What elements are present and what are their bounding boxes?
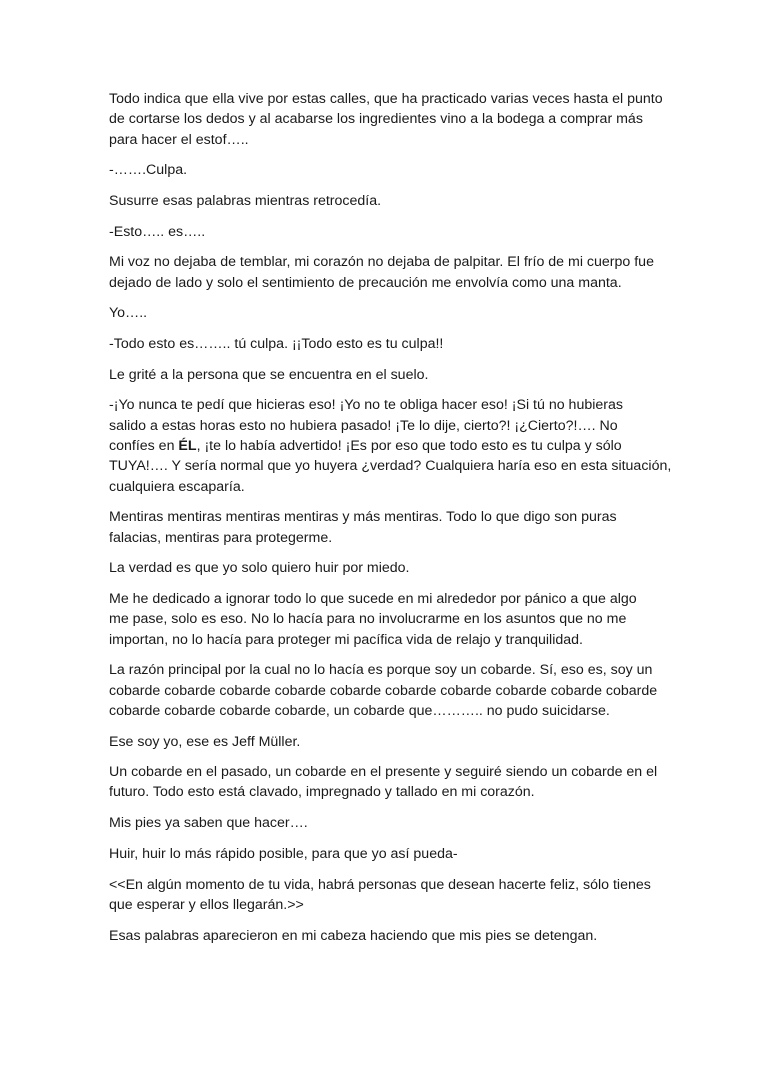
paragraph-line: Ese soy yo, ese es Jeff Müller. <box>109 733 301 750</box>
paragraph <box>109 89 663 150</box>
paragraph-line: La verdad es que yo solo quiero huir por miedo. <box>109 560 410 577</box>
paragraph-line: dejado de lado y solo el sentimiento de precaución me envolvía como una manta. <box>109 274 622 291</box>
paragraph <box>109 395 672 496</box>
paragraph <box>109 160 659 180</box>
paragraph-line: cualquiera escaparía. <box>109 478 245 495</box>
paragraph <box>109 813 659 833</box>
paragraph-line: para hacer el estof….. <box>109 131 249 148</box>
paragraph-line: <<En algún momento de tu vida, habrá personas que desean hacerte feliz, sólo tienes <box>109 876 651 893</box>
document-body <box>109 89 672 956</box>
text-segment: confíes en <box>109 437 179 454</box>
paragraph-line: futuro. Todo esto está clavado, impregnado y tallado en mi corazón. <box>109 784 535 801</box>
bold-text: ÉL <box>178 437 197 454</box>
paragraph-line: Mentiras mentiras mentiras mentiras y más mentiras. Todo lo que digo son puras <box>109 509 617 526</box>
paragraph <box>109 589 659 650</box>
paragraph <box>109 558 659 578</box>
paragraph-line: Esas palabras aparecieron en mi cabeza haciendo que mis pies se detengan. <box>109 927 598 944</box>
paragraph <box>109 303 659 323</box>
paragraph-line: me pase, solo es eso. No lo hacía para no involucrarme en los asuntos que no me <box>109 611 627 628</box>
paragraph-line: Mis pies ya saben que hacer…. <box>109 815 308 832</box>
paragraph-line: de cortarse los dedos y al acabarse los ingredientes vino a la bodega a comprar más <box>109 111 643 128</box>
paragraph-line <box>109 436 659 456</box>
paragraph <box>109 844 659 864</box>
paragraph-line: Me he dedicado a ignorar todo lo que sucede en mi alrededor por pánico a que algo <box>109 590 637 607</box>
paragraph <box>109 875 659 916</box>
paragraph-line: -¡Yo nunca te pedí que hicieras eso! ¡Yo no te obliga hacer eso! ¡Si tú no hubieras <box>109 397 623 414</box>
paragraph-line: Mi voz no dejaba de temblar, mi corazón no dejaba de palpitar. El frío de mi cuerpo fue <box>109 254 654 271</box>
paragraph <box>109 762 659 803</box>
paragraph-line: salido a estas horas esto no hubiera pasado! ¡Te lo dije, cierto?! ¡¿Cierto?!…. No <box>109 417 618 434</box>
paragraph-line: Yo….. <box>109 305 148 322</box>
paragraph <box>109 660 659 721</box>
paragraph <box>109 222 659 242</box>
paragraph-line: La razón principal por la cual no lo hacía es porque soy un cobarde. Sí, eso es, soy un <box>109 662 653 679</box>
paragraph-line: que esperar y ellos llegarán.>> <box>109 896 304 913</box>
paragraph-line: importan, no lo hacía para proteger mi pacífica vida de relajo y tranquilidad. <box>109 631 583 648</box>
paragraph <box>109 334 659 354</box>
paragraph-line: TUYA!…. Y sería normal que yo huyera ¿verdad? Cualquiera haría eso en esta situación, <box>109 458 672 475</box>
paragraph-line: Le grité a la persona que se encuentra en el suelo. <box>109 366 429 383</box>
paragraph-line: -Esto….. es….. <box>109 223 206 240</box>
paragraph-line: falacias, mentiras para protegerme. <box>109 529 333 546</box>
paragraph-line: Un cobarde en el pasado, un cobarde en el presente y seguiré siendo un cobarde en el <box>109 764 658 781</box>
paragraph <box>109 507 659 548</box>
paragraph-line: -…….Culpa. <box>109 162 188 179</box>
paragraph <box>109 732 659 752</box>
paragraph <box>109 926 659 946</box>
paragraph-line: cobarde cobarde cobarde cobarde, un cobarde que……….. no pudo suicidarse. <box>109 702 610 719</box>
paragraph-line: -Todo esto es…….. tú culpa. ¡¡Todo esto es tu culpa!! <box>109 336 444 353</box>
paragraph-line: Todo indica que ella vive por estas calles, que ha practicado varias veces hasta el punto <box>109 91 663 107</box>
paragraph <box>109 252 659 293</box>
paragraph-line: Huir, huir lo más rápido posible, para que yo así pueda- <box>109 845 458 862</box>
paragraph-line: cobarde cobarde cobarde cobarde cobarde cobarde cobarde cobarde cobarde cobarde <box>109 682 658 699</box>
paragraph <box>109 191 659 211</box>
paragraph-line: Susurre esas palabras mientras retrocedía. <box>109 192 382 209</box>
paragraph <box>109 365 659 385</box>
text-segment: , ¡te lo había advertido! ¡Es por eso que todo esto es tu culpa y sólo <box>196 437 622 454</box>
